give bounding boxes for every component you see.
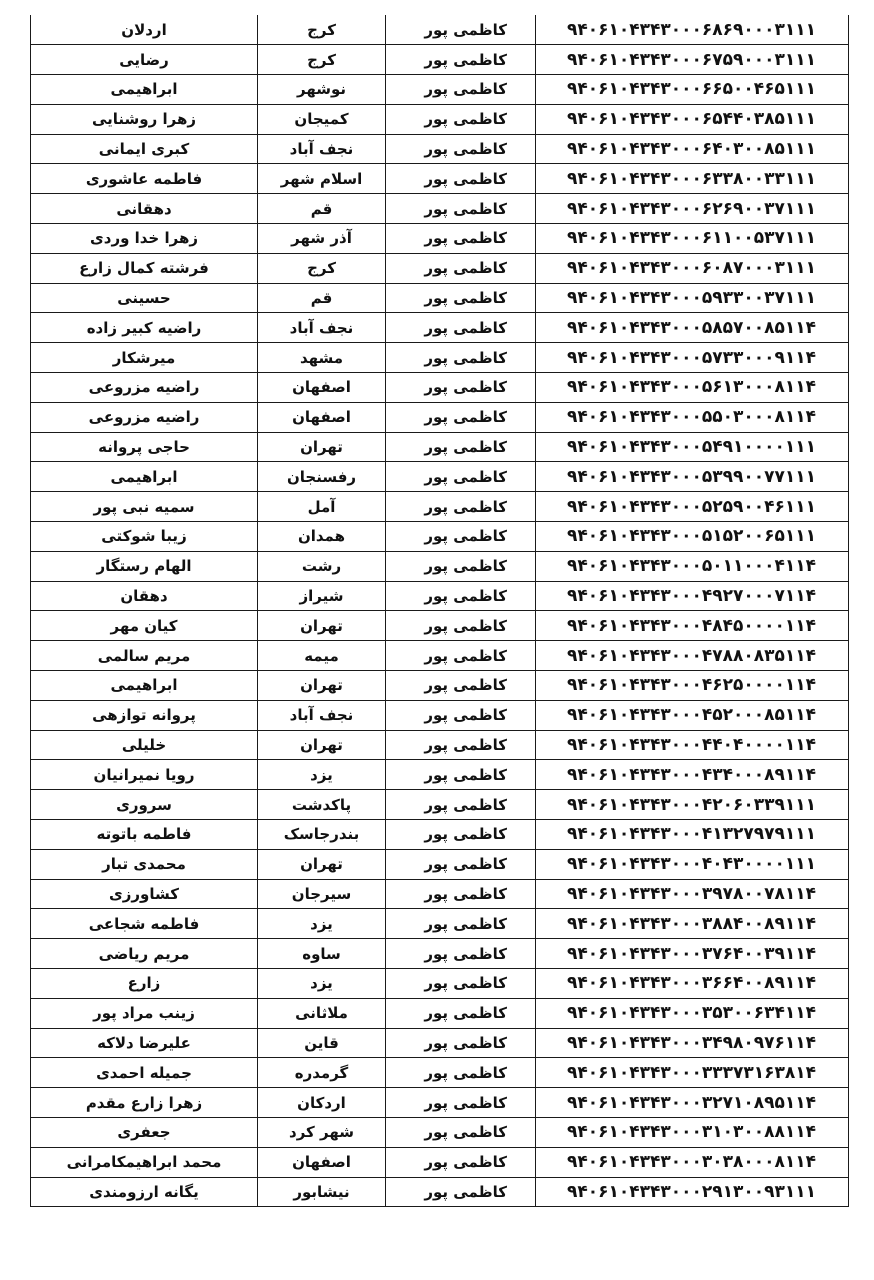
code-cell: ۹۴۰۶۱۰۴۳۴۳۰۰۰۴۵۲۰۰۰۸۵۱۱۴ [536, 700, 849, 730]
table-row [31, 492, 849, 522]
city-cell: آمل [258, 492, 386, 522]
code-cell: ۹۴۰۶۱۰۴۳۴۳۰۰۰۶۴۰۳۰۰۸۵۱۱۱ [536, 134, 849, 164]
name-cell: جعفری [31, 1117, 258, 1147]
surname-cell: کاظمی پور [386, 522, 536, 552]
surname-cell: کاظمی پور [386, 730, 536, 760]
name-cell: مریم سالمی [31, 641, 258, 671]
name-cell: کیان مهر [31, 611, 258, 641]
table-row [31, 462, 849, 492]
name-cell: جمیله احمدی [31, 1058, 258, 1088]
city-cell: اسلام شهر [258, 164, 386, 194]
city-cell: اردکان [258, 1088, 386, 1118]
city-cell: گرمدره [258, 1058, 386, 1088]
table-row [31, 820, 849, 850]
table-row [31, 45, 849, 75]
surname-cell: کاظمی پور [386, 760, 536, 790]
name-cell: زهرا روشنایی [31, 104, 258, 134]
surname-cell: کاظمی پور [386, 939, 536, 969]
table-row [31, 641, 849, 671]
name-cell: ابراهیمی [31, 75, 258, 105]
name-cell: میرشکار [31, 343, 258, 373]
table-row [31, 134, 849, 164]
name-cell: زینب مراد پور [31, 998, 258, 1028]
city-cell: تهران [258, 671, 386, 701]
table-row [31, 700, 849, 730]
city-cell: ساوه [258, 939, 386, 969]
table-row [31, 611, 849, 641]
surname-cell: کاظمی پور [386, 1177, 536, 1207]
code-cell: ۹۴۰۶۱۰۴۳۴۳۰۰۰۳۴۹۸۰۹۷۶۱۱۴ [536, 1028, 849, 1058]
surname-cell: کاظمی پور [386, 402, 536, 432]
city-cell: شیراز [258, 581, 386, 611]
code-cell: ۹۴۰۶۱۰۴۳۴۳۰۰۰۵۱۵۲۰۰۶۵۱۱۱ [536, 522, 849, 552]
name-cell: راضیه مزروعی [31, 373, 258, 403]
name-cell: کبری ایمانی [31, 134, 258, 164]
name-cell: دهقانی [31, 194, 258, 224]
surname-cell: کاظمی پور [386, 909, 536, 939]
code-cell: ۹۴۰۶۱۰۴۳۴۳۰۰۰۵۳۹۹۰۰۷۷۱۱۱ [536, 462, 849, 492]
code-cell: ۹۴۰۶۱۰۴۳۴۳۰۰۰۵۲۵۹۰۰۴۶۱۱۱ [536, 492, 849, 522]
code-cell: ۹۴۰۶۱۰۴۳۴۳۰۰۰۴۲۰۶۰۳۳۹۱۱۱ [536, 790, 849, 820]
surname-cell: کاظمی پور [386, 194, 536, 224]
name-cell: یگانه ارزومندی [31, 1177, 258, 1207]
table-row [31, 1028, 849, 1058]
code-cell: ۹۴۰۶۱۰۴۳۴۳۰۰۰۴۴۰۴۰۰۰۰۱۱۴ [536, 730, 849, 760]
name-cell: زارع [31, 969, 258, 999]
name-cell: فرشته کمال زارع [31, 253, 258, 283]
city-cell: کرج [258, 45, 386, 75]
surname-cell: کاظمی پور [386, 134, 536, 164]
table-row [31, 194, 849, 224]
city-cell: میمه [258, 641, 386, 671]
table-row [31, 551, 849, 581]
code-cell: ۹۴۰۶۱۰۴۳۴۳۰۰۰۴۱۳۲۷۹۷۹۱۱۱ [536, 820, 849, 850]
city-cell: همدان [258, 522, 386, 552]
city-cell: کرج [258, 15, 386, 45]
table-row [31, 790, 849, 820]
code-cell: ۹۴۰۶۱۰۴۳۴۳۰۰۰۲۹۱۳۰۰۹۳۱۱۱ [536, 1177, 849, 1207]
city-cell: ملاثانی [258, 998, 386, 1028]
city-cell: آذر شهر [258, 224, 386, 254]
name-cell: پروانه توازهی [31, 700, 258, 730]
name-cell: فاطمه باتوته [31, 820, 258, 850]
name-cell: اردلان [31, 15, 258, 45]
code-cell: ۹۴۰۶۱۰۴۳۴۳۰۰۰۴۶۲۵۰۰۰۰۱۱۴ [536, 671, 849, 701]
name-cell: فاطمه عاشوری [31, 164, 258, 194]
name-cell: دهقان [31, 581, 258, 611]
code-cell: ۹۴۰۶۱۰۴۳۴۳۰۰۰۵۹۳۳۰۰۳۷۱۱۱ [536, 283, 849, 313]
name-cell: زهرا زارع مقدم [31, 1088, 258, 1118]
surname-cell: کاظمی پور [386, 849, 536, 879]
table-row [31, 522, 849, 552]
city-cell: تهران [258, 730, 386, 760]
surname-cell: کاظمی پور [386, 75, 536, 105]
surname-cell: کاظمی پور [386, 1147, 536, 1177]
table-row [31, 671, 849, 701]
table-row [31, 75, 849, 105]
table-row [31, 939, 849, 969]
table-row [31, 1088, 849, 1118]
code-cell: ۹۴۰۶۱۰۴۳۴۳۰۰۰۳۲۷۱۰۸۹۵۱۱۴ [536, 1088, 849, 1118]
table-row [31, 1117, 849, 1147]
surname-cell: کاظمی پور [386, 492, 536, 522]
name-cell: خلیلی [31, 730, 258, 760]
table-row [31, 164, 849, 194]
city-cell: اصفهان [258, 373, 386, 403]
code-cell: ۹۴۰۶۱۰۴۳۴۳۰۰۰۶۶۵۰۰۴۶۵۱۱۱ [536, 75, 849, 105]
code-cell: ۹۴۰۶۱۰۴۳۴۳۰۰۰۴۳۴۰۰۰۸۹۱۱۴ [536, 760, 849, 790]
code-cell: ۹۴۰۶۱۰۴۳۴۳۰۰۰۳۶۶۴۰۰۸۹۱۱۴ [536, 969, 849, 999]
name-cell: حسینی [31, 283, 258, 313]
city-cell: نیشابور [258, 1177, 386, 1207]
name-cell: محمدی تبار [31, 849, 258, 879]
table-row [31, 253, 849, 283]
surname-cell: کاظمی پور [386, 224, 536, 254]
city-cell: قم [258, 194, 386, 224]
surname-cell: کاظمی پور [386, 700, 536, 730]
city-cell: نجف آباد [258, 700, 386, 730]
code-cell: ۹۴۰۶۱۰۴۳۴۳۰۰۰۳۰۳۸۰۰۰۸۱۱۴ [536, 1147, 849, 1177]
code-cell: ۹۴۰۶۱۰۴۳۴۳۰۰۰۶۵۴۴۰۳۸۵۱۱۱ [536, 104, 849, 134]
city-cell: رفسنجان [258, 462, 386, 492]
code-cell: ۹۴۰۶۱۰۴۳۴۳۰۰۰۳۱۰۳۰۰۸۸۱۱۴ [536, 1117, 849, 1147]
code-cell: ۹۴۰۶۱۰۴۳۴۳۰۰۰۳۵۳۰۰۶۳۴۱۱۴ [536, 998, 849, 1028]
table-row [31, 373, 849, 403]
code-cell: ۹۴۰۶۱۰۴۳۴۳۰۰۰۵۸۵۷۰۰۸۵۱۱۴ [536, 313, 849, 343]
city-cell: اصفهان [258, 1147, 386, 1177]
city-cell: پاکدشت [258, 790, 386, 820]
code-cell: ۹۴۰۶۱۰۴۳۴۳۰۰۰۳۷۶۴۰۰۳۹۱۱۴ [536, 939, 849, 969]
code-cell: ۹۴۰۶۱۰۴۳۴۳۰۰۰۳۸۸۴۰۰۸۹۱۱۴ [536, 909, 849, 939]
city-cell: اصفهان [258, 402, 386, 432]
code-cell: ۹۴۰۶۱۰۴۳۴۳۰۰۰۶۰۸۷۰۰۰۳۱۱۱ [536, 253, 849, 283]
code-cell: ۹۴۰۶۱۰۴۳۴۳۰۰۰۶۸۶۹۰۰۰۳۱۱۱ [536, 15, 849, 45]
name-cell: زیبا شوکتی [31, 522, 258, 552]
city-cell: نجف آباد [258, 313, 386, 343]
name-cell: سروری [31, 790, 258, 820]
table-row [31, 1147, 849, 1177]
surname-cell: کاظمی پور [386, 462, 536, 492]
surname-cell: کاظمی پور [386, 373, 536, 403]
code-cell: ۹۴۰۶۱۰۴۳۴۳۰۰۰۵۷۳۳۰۰۰۹۱۱۴ [536, 343, 849, 373]
surname-cell: کاظمی پور [386, 45, 536, 75]
city-cell: رشت [258, 551, 386, 581]
table-row [31, 15, 849, 45]
table-row [31, 730, 849, 760]
surname-cell: کاظمی پور [386, 551, 536, 581]
surname-cell: کاظمی پور [386, 164, 536, 194]
table-row [31, 283, 849, 313]
name-cell: رضایی [31, 45, 258, 75]
surname-cell: کاظمی پور [386, 104, 536, 134]
table-row [31, 224, 849, 254]
city-cell: کمیجان [258, 104, 386, 134]
code-cell: ۹۴۰۶۱۰۴۳۴۳۰۰۰۶۷۵۹۰۰۰۳۱۱۱ [536, 45, 849, 75]
surname-cell: کاظمی پور [386, 641, 536, 671]
name-cell: علیرضا دلاکه [31, 1028, 258, 1058]
surname-cell: کاظمی پور [386, 313, 536, 343]
city-cell: یزد [258, 909, 386, 939]
surname-cell: کاظمی پور [386, 1028, 536, 1058]
surname-cell: کاظمی پور [386, 969, 536, 999]
surname-cell: کاظمی پور [386, 790, 536, 820]
city-cell: یزد [258, 760, 386, 790]
name-cell: ابراهیمی [31, 671, 258, 701]
name-cell: حاجی پروانه [31, 432, 258, 462]
code-cell: ۹۴۰۶۱۰۴۳۴۳۰۰۰۶۱۱۰۰۵۳۷۱۱۱ [536, 224, 849, 254]
name-cell: مریم ریاضی [31, 939, 258, 969]
code-cell: ۹۴۰۶۱۰۴۳۴۳۰۰۰۴۹۲۷۰۰۰۷۱۱۴ [536, 581, 849, 611]
code-cell: ۹۴۰۶۱۰۴۳۴۳۰۰۰۵۶۱۳۰۰۰۸۱۱۴ [536, 373, 849, 403]
surname-cell: کاظمی پور [386, 1117, 536, 1147]
table-row [31, 1177, 849, 1207]
table-row [31, 849, 849, 879]
surname-cell: کاظمی پور [386, 15, 536, 45]
table-row [31, 104, 849, 134]
table-row [31, 581, 849, 611]
code-cell: ۹۴۰۶۱۰۴۳۴۳۰۰۰۵۵۰۳۰۰۰۸۱۱۴ [536, 402, 849, 432]
city-cell: تهران [258, 849, 386, 879]
table-row [31, 343, 849, 373]
name-cell: راضیه کبیر زاده [31, 313, 258, 343]
city-cell: تهران [258, 611, 386, 641]
surname-cell: کاظمی پور [386, 343, 536, 373]
surname-cell: کاظمی پور [386, 611, 536, 641]
surname-cell: کاظمی پور [386, 998, 536, 1028]
code-cell: ۹۴۰۶۱۰۴۳۴۳۰۰۰۳۹۷۸۰۰۷۸۱۱۴ [536, 879, 849, 909]
name-cell: الهام رستگار [31, 551, 258, 581]
name-cell: محمد ابراهیمکامرانی [31, 1147, 258, 1177]
code-cell: ۹۴۰۶۱۰۴۳۴۳۰۰۰۳۳۳۷۳۱۶۳۸۱۴ [536, 1058, 849, 1088]
table-row [31, 998, 849, 1028]
records-table [30, 15, 849, 1207]
table-row [31, 313, 849, 343]
code-cell: ۹۴۰۶۱۰۴۳۴۳۰۰۰۵۴۹۱۰۰۰۰۱۱۱ [536, 432, 849, 462]
name-cell: راضیه مزروعی [31, 402, 258, 432]
city-cell: قاین [258, 1028, 386, 1058]
name-cell: فاطمه شجاعی [31, 909, 258, 939]
city-cell: شهر کرد [258, 1117, 386, 1147]
code-cell: ۹۴۰۶۱۰۴۳۴۳۰۰۰۵۰۱۱۰۰۰۴۱۱۴ [536, 551, 849, 581]
surname-cell: کاظمی پور [386, 879, 536, 909]
surname-cell: کاظمی پور [386, 1088, 536, 1118]
surname-cell: کاظمی پور [386, 820, 536, 850]
surname-cell: کاظمی پور [386, 253, 536, 283]
table-row [31, 760, 849, 790]
surname-cell: کاظمی پور [386, 283, 536, 313]
code-cell: ۹۴۰۶۱۰۴۳۴۳۰۰۰۴۸۴۵۰۰۰۰۱۱۴ [536, 611, 849, 641]
city-cell: نجف آباد [258, 134, 386, 164]
city-cell: سیرجان [258, 879, 386, 909]
records-table-body [31, 15, 849, 1207]
name-cell: سمیه نبی پور [31, 492, 258, 522]
table-row [31, 879, 849, 909]
code-cell: ۹۴۰۶۱۰۴۳۴۳۰۰۰۶۳۳۸۰۰۳۳۱۱۱ [536, 164, 849, 194]
surname-cell: کاظمی پور [386, 671, 536, 701]
table-row [31, 969, 849, 999]
table-row [31, 909, 849, 939]
surname-cell: کاظمی پور [386, 1058, 536, 1088]
surname-cell: کاظمی پور [386, 432, 536, 462]
name-cell: کشاورزی [31, 879, 258, 909]
name-cell: زهرا خدا وردی [31, 224, 258, 254]
name-cell: ابراهیمی [31, 462, 258, 492]
city-cell: یزد [258, 969, 386, 999]
table-row [31, 432, 849, 462]
name-cell: رویا نمیرانیان [31, 760, 258, 790]
city-cell: قم [258, 283, 386, 313]
table-row [31, 402, 849, 432]
city-cell: نوشهر [258, 75, 386, 105]
code-cell: ۹۴۰۶۱۰۴۳۴۳۰۰۰۴۰۴۳۰۰۰۰۱۱۱ [536, 849, 849, 879]
city-cell: بندرجاسک [258, 820, 386, 850]
city-cell: تهران [258, 432, 386, 462]
code-cell: ۹۴۰۶۱۰۴۳۴۳۰۰۰۶۲۶۹۰۰۳۷۱۱۱ [536, 194, 849, 224]
city-cell: کرج [258, 253, 386, 283]
code-cell: ۹۴۰۶۱۰۴۳۴۳۰۰۰۴۷۸۸۰۸۳۵۱۱۴ [536, 641, 849, 671]
table-row [31, 1058, 849, 1088]
city-cell: مشهد [258, 343, 386, 373]
surname-cell: کاظمی پور [386, 581, 536, 611]
